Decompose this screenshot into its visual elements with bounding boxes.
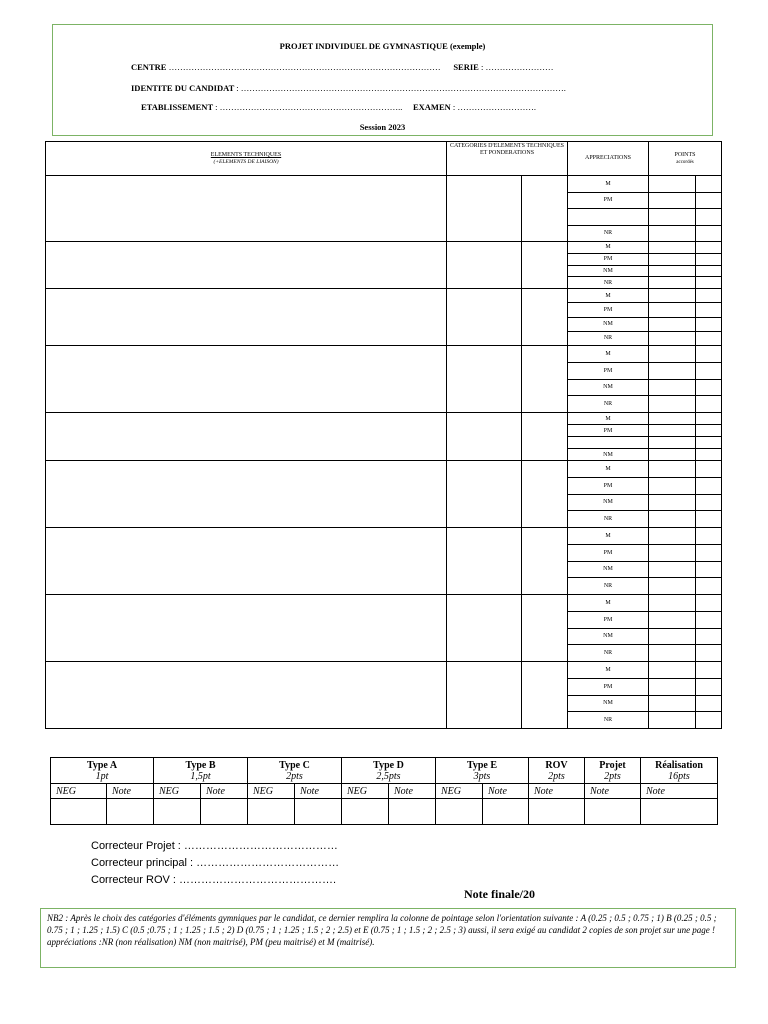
appreciation-label: NM — [568, 449, 649, 461]
points-cell[interactable] — [649, 379, 696, 396]
appreciation-label: PM — [568, 192, 649, 209]
points-cell[interactable] — [696, 265, 722, 277]
centre-label: CENTRE — [131, 62, 167, 72]
appreciation-label: NM — [568, 561, 649, 578]
points-cell[interactable] — [696, 461, 722, 478]
points-cell[interactable] — [649, 611, 696, 628]
extra-header — [585, 758, 641, 784]
points-cell[interactable] — [696, 595, 722, 612]
points-cell[interactable] — [696, 449, 722, 461]
table-row — [46, 242, 722, 254]
weight-cell[interactable] — [522, 289, 568, 346]
score-cell[interactable] — [641, 799, 718, 825]
points-cell[interactable] — [649, 449, 696, 461]
element-cell[interactable] — [46, 242, 447, 289]
points-cell[interactable] — [649, 176, 696, 193]
element-cell[interactable] — [46, 289, 447, 346]
points-cell[interactable] — [696, 176, 722, 193]
score-cell[interactable] — [248, 799, 295, 825]
note-label: Note — [641, 784, 718, 799]
points-cell[interactable] — [649, 289, 696, 303]
type-name: Type B — [185, 759, 216, 771]
points-cell[interactable] — [696, 511, 722, 528]
appreciation-label: NR — [568, 645, 649, 662]
weight-cell[interactable] — [522, 346, 568, 413]
category-cell[interactable] — [447, 528, 522, 595]
etablissement-field[interactable]: : ……………………………………………………….. — [215, 102, 403, 112]
points-cell[interactable] — [696, 437, 722, 449]
score-cell[interactable] — [436, 799, 483, 825]
points-cell[interactable] — [649, 209, 696, 226]
points-cell[interactable] — [696, 225, 722, 242]
category-cell[interactable] — [447, 461, 522, 528]
points-cell[interactable] — [696, 192, 722, 209]
table-row — [46, 289, 722, 303]
score-cell[interactable] — [295, 799, 342, 825]
appreciation-label: NR — [568, 331, 649, 345]
neg-label: NEG — [342, 784, 389, 799]
correcteur-rov[interactable]: Correcteur ROV : ……………………………………. — [91, 874, 337, 886]
weight-cell[interactable] — [522, 176, 568, 242]
points-cell[interactable] — [649, 712, 696, 729]
type-name: Type A — [86, 759, 118, 771]
score-cell[interactable] — [51, 799, 107, 825]
category-cell[interactable] — [447, 176, 522, 242]
col-points-header — [649, 142, 722, 176]
candidat-label: IDENTITE DU CANDIDAT — [131, 83, 235, 93]
points-cell[interactable] — [649, 494, 696, 511]
score-cell[interactable] — [201, 799, 248, 825]
examen-field[interactable]: : ………………………. — [452, 102, 536, 112]
neg-label: NEG — [154, 784, 201, 799]
score-cell[interactable] — [154, 799, 201, 825]
points-cell[interactable] — [649, 225, 696, 242]
points-cell[interactable] — [649, 578, 696, 595]
col-elements-header — [46, 142, 447, 176]
score-cell[interactable] — [342, 799, 389, 825]
points-cell[interactable] — [696, 578, 722, 595]
category-cell[interactable] — [447, 346, 522, 413]
type-points: 3pts — [473, 770, 491, 782]
type-points: 1,5pt — [190, 770, 211, 782]
points-cell[interactable] — [696, 413, 722, 425]
weight-cell[interactable] — [522, 528, 568, 595]
type-points: 2,5pts — [376, 770, 401, 782]
appreciation-label: M — [568, 528, 649, 545]
appreciation-label: PM — [568, 544, 649, 561]
points-cell[interactable] — [649, 303, 696, 317]
points-cell[interactable] — [649, 678, 696, 695]
points-cell[interactable] — [649, 645, 696, 662]
appreciation-label: M — [568, 242, 649, 254]
points-cell[interactable] — [696, 303, 722, 317]
points-cell[interactable] — [649, 362, 696, 379]
points-cell[interactable] — [649, 511, 696, 528]
weight-cell[interactable] — [522, 662, 568, 729]
appreciation-label — [568, 209, 649, 226]
points-cell[interactable] — [649, 477, 696, 494]
appreciation-label: NM — [568, 695, 649, 712]
score-cell[interactable] — [389, 799, 436, 825]
points-cell[interactable] — [696, 477, 722, 494]
note-finale: Note finale/20 — [464, 887, 535, 901]
appreciation-label: PM — [568, 611, 649, 628]
points-cell[interactable] — [696, 425, 722, 437]
appreciation-label: M — [568, 595, 649, 612]
points-cell[interactable] — [696, 289, 722, 303]
table-row — [46, 176, 722, 193]
col-elements-title: ELEMENTS TECHNIQUES — [210, 151, 282, 158]
table-header-row — [46, 142, 722, 176]
col-categories-header: CATEGORIES D'ELEMENTS TECHNIQUES ET PONDERATIONS — [447, 142, 568, 176]
appreciation-label: M — [568, 176, 649, 193]
category-cell[interactable] — [447, 595, 522, 662]
points-cell[interactable] — [696, 396, 722, 413]
scoring-values-row — [51, 799, 718, 825]
weight-cell[interactable] — [522, 413, 568, 461]
extra-points: 16pts — [668, 770, 690, 782]
points-cell[interactable] — [696, 628, 722, 645]
type-header — [248, 758, 342, 784]
appreciation-label: M — [568, 346, 649, 363]
examen-label: EXAMEN — [412, 102, 451, 112]
etablissement-label: ETABLISSEMENT — [141, 102, 213, 112]
appreciation-label: NR — [568, 578, 649, 595]
session-label: Session 2023 — [359, 122, 406, 132]
points-cell[interactable] — [696, 242, 722, 254]
type-name: Type C — [279, 759, 310, 771]
appreciation-label: NR — [568, 225, 649, 242]
appreciation-label: M — [568, 413, 649, 425]
appreciation-label: NR — [568, 511, 649, 528]
document-title: PROJET INDIVIDUEL DE GYMNASTIQUE (exemple) — [279, 41, 486, 51]
category-cell[interactable] — [447, 242, 522, 289]
col-appreciations-header: APPRECIATIONS — [568, 142, 649, 176]
element-cell[interactable] — [46, 413, 447, 461]
extra-points: 2pts — [604, 770, 621, 782]
appreciation-label: M — [568, 289, 649, 303]
type-points: 1pt — [95, 770, 109, 782]
score-cell[interactable] — [585, 799, 641, 825]
category-cell[interactable] — [447, 662, 522, 729]
points-cell[interactable] — [696, 362, 722, 379]
table-row — [46, 461, 722, 478]
points-cell[interactable] — [649, 437, 696, 449]
table-row — [46, 346, 722, 363]
col-points-title: POINTS — [674, 151, 696, 158]
note-label: Note — [201, 784, 248, 799]
appreciation-label — [568, 437, 649, 449]
scoring-subheader-row — [51, 784, 718, 799]
points-cell[interactable] — [696, 645, 722, 662]
appreciation-label: NM — [568, 628, 649, 645]
category-cell[interactable] — [447, 413, 522, 461]
points-cell[interactable] — [696, 662, 722, 679]
points-cell[interactable] — [696, 611, 722, 628]
appreciation-label: PM — [568, 477, 649, 494]
scoring-types-row — [51, 758, 718, 784]
points-cell[interactable] — [649, 331, 696, 345]
elements-table — [45, 141, 722, 729]
points-cell[interactable] — [696, 346, 722, 363]
points-cell[interactable] — [649, 595, 696, 612]
score-cell[interactable] — [483, 799, 529, 825]
appreciation-label: NR — [568, 277, 649, 289]
note-label: Note — [107, 784, 154, 799]
points-cell[interactable] — [649, 544, 696, 561]
points-cell[interactable] — [649, 192, 696, 209]
extra-points: 2pts — [548, 770, 565, 782]
neg-label: NEG — [248, 784, 295, 799]
type-header — [342, 758, 436, 784]
appreciation-label: M — [568, 662, 649, 679]
nb2-note: NB2 : Après le choix des catégories d'éléments gymniques par le candidat, ce dernier remplira la colonne de pointage selon l'orientation suivante : A (0.25 ; 0.5 ; 0.75 ; 1) B (0.25 ; 0.5 ; 0.75 ; 1 ; 1.25 ; 1.5) C (0.5 ;0.75 ; 1 ; 1.25 ; 1.5 ; 2) D (0.75 ; 1 ; 1.25 ; 1.5 ; 2 ; 2.5) et E (0.75 ; 1 ; 1.5 ; 2 ; 2.5 ; 3) aussi, il sera exigé au candidat 2 copies de son projet sur une page ! appréciations :NR (non réalisation) NM (non maitrisé), PM (peu maitrisé) et M (maitrisé). — [40, 908, 736, 968]
extra-name: Réalisation — [655, 759, 703, 771]
neg-label: NEG — [436, 784, 483, 799]
col-points-subtitle: accordés — [676, 159, 694, 165]
appreciation-label: NM — [568, 379, 649, 396]
appreciation-label: NR — [568, 396, 649, 413]
type-header — [154, 758, 248, 784]
points-cell[interactable] — [696, 379, 722, 396]
scoring-table — [50, 757, 718, 825]
note-label: Note — [295, 784, 342, 799]
points-cell[interactable] — [649, 346, 696, 363]
points-cell[interactable] — [696, 695, 722, 712]
extra-name: Projet — [599, 759, 626, 771]
table-row — [46, 595, 722, 612]
appreciation-label: PM — [568, 303, 649, 317]
score-cell[interactable] — [529, 799, 585, 825]
points-cell[interactable] — [696, 528, 722, 545]
appreciation-label: NM — [568, 317, 649, 331]
element-cell[interactable] — [46, 176, 447, 242]
points-cell[interactable] — [696, 317, 722, 331]
points-cell[interactable] — [649, 461, 696, 478]
category-cell[interactable] — [447, 289, 522, 346]
element-cell[interactable] — [46, 662, 447, 729]
serie-field[interactable]: : …………………… — [480, 62, 554, 72]
points-cell[interactable] — [649, 628, 696, 645]
appreciation-label: PM — [568, 425, 649, 437]
extra-header — [529, 758, 585, 784]
element-cell[interactable] — [46, 346, 447, 413]
centre-line — [131, 62, 768, 72]
extra-name: ROV — [545, 759, 568, 771]
table-row — [46, 413, 722, 425]
appreciation-label: NM — [568, 494, 649, 511]
appreciation-label: NR — [568, 712, 649, 729]
note-label: Note — [483, 784, 529, 799]
table-row — [46, 528, 722, 545]
centre-field[interactable]: …………………………………………………………………………………… — [168, 62, 441, 72]
appreciation-label: PM — [568, 253, 649, 265]
appreciation-label: NM — [568, 265, 649, 277]
points-cell[interactable] — [696, 544, 722, 561]
extra-header — [641, 758, 718, 784]
points-cell[interactable] — [649, 662, 696, 679]
points-cell[interactable] — [649, 561, 696, 578]
points-cell[interactable] — [649, 265, 696, 277]
table-row — [46, 662, 722, 679]
points-cell[interactable] — [696, 678, 722, 695]
score-cell[interactable] — [107, 799, 154, 825]
points-cell[interactable] — [649, 277, 696, 289]
points-cell[interactable] — [696, 561, 722, 578]
points-cell[interactable] — [649, 413, 696, 425]
weight-cell[interactable] — [522, 242, 568, 289]
points-cell[interactable] — [696, 331, 722, 345]
weight-cell[interactable] — [522, 461, 568, 528]
type-points: 2pts — [286, 770, 303, 782]
correcteur-projet[interactable]: Correcteur Projet : …………………………………… — [91, 840, 338, 852]
col-elements-subtitle: (+ELEMENTS DE LIAISON) — [213, 158, 279, 165]
element-cell[interactable] — [46, 461, 447, 528]
type-name: Type E — [466, 759, 498, 771]
correcteur-principal[interactable]: Correcteur principal : ………………………………… — [91, 857, 340, 869]
points-cell[interactable] — [649, 695, 696, 712]
candidat-field[interactable]: : ……………………………………………………………………………………………………. — [236, 83, 566, 93]
type-header — [51, 758, 154, 784]
points-cell[interactable] — [696, 712, 722, 729]
points-cell[interactable] — [696, 209, 722, 226]
note-label: Note — [389, 784, 436, 799]
element-cell[interactable] — [46, 595, 447, 662]
points-cell[interactable] — [649, 253, 696, 265]
note-label: Note — [585, 784, 641, 799]
serie-label: SERIE — [453, 62, 479, 72]
element-cell[interactable] — [46, 528, 447, 595]
weight-cell[interactable] — [522, 595, 568, 662]
points-cell[interactable] — [649, 317, 696, 331]
points-cell[interactable] — [696, 277, 722, 289]
points-cell[interactable] — [649, 396, 696, 413]
points-cell[interactable] — [649, 528, 696, 545]
neg-label: NEG — [51, 784, 107, 799]
note-label: Note — [529, 784, 585, 799]
appreciation-label: M — [568, 461, 649, 478]
points-cell[interactable] — [696, 253, 722, 265]
header-box — [52, 24, 713, 136]
points-cell[interactable] — [649, 242, 696, 254]
etablissement-line — [141, 102, 768, 112]
points-cell[interactable] — [696, 494, 722, 511]
appreciation-label: PM — [568, 362, 649, 379]
appreciation-label: PM — [568, 678, 649, 695]
type-name: Type D — [373, 759, 404, 771]
type-header — [436, 758, 529, 784]
candidat-line — [131, 83, 768, 93]
points-cell[interactable] — [649, 425, 696, 437]
